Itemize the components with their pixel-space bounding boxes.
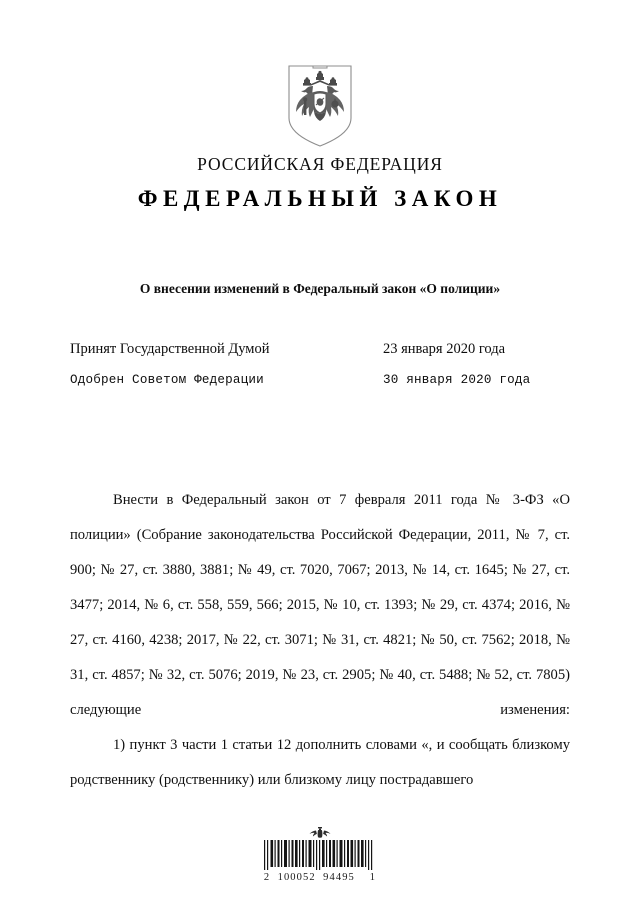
body-paragraph-intro: Внести в Федеральный закон от 7 февраля 2011 года № 3-ФЗ «О полиции» (Собрание законодательства Российской Федерации, 2011, № 7, ст. 900; № 27, ст. 3880, 3881; № 49, ст. 7020, 7067; 2013, № 14, ст. 1645; № 27, ст. 3477; 2014, № 6, ст. 558, 559, 566; 2015, № 10, ст. 1393; № 29, ст. 4374; 2016, № 27, ст. 4160, 4238; 2017, № 22, ст. 3071; № 31, ст. 4821; № 50, ст. 7562; 2018, № 31, ст. 4857; № 32, ст. 5076; 2019, № 23, ст. 2905; № 40, ст. 5488; № 52, ст. 7805) следующие изменения: — [70, 492, 570, 718]
ean13-barcode-icon — [263, 840, 377, 870]
adoption-row-duma — [70, 341, 570, 358]
duma-adoption-date: 23 января 2020 года — [383, 341, 506, 357]
barcode-number: 2 100052 94495 1 — [263, 872, 377, 883]
body-paragraph-item-1: 1) пункт 3 части 1 статьи 12 дополнить словами «, и сообщать близкому родственнику (родственнику) или близкому лицу пострадавшего — [70, 737, 570, 788]
document-subtitle: О внесении изменений в Федеральный закон «О полиции» — [139, 281, 501, 296]
adoption-row-council — [70, 373, 570, 387]
document-type-heading: ФЕДЕРАЛЬНЫЙ ЗАКОН — [137, 186, 503, 211]
duma-adoption-label: Принят Государственной Думой — [70, 341, 270, 357]
council-approval-label: Одобрен Советом Федерации — [70, 373, 264, 387]
coat-of-arms-container — [0, 64, 640, 148]
council-approval-date: 30 января 2020 года — [383, 373, 531, 387]
country-heading: РОССИЙСКАЯ ФЕДЕРАЦИЯ — [197, 154, 443, 174]
document-body — [70, 483, 570, 798]
barcode-container — [0, 826, 640, 883]
russian-coat-of-arms-icon — [283, 64, 357, 148]
small-eagle-emblem-icon — [307, 826, 333, 839]
